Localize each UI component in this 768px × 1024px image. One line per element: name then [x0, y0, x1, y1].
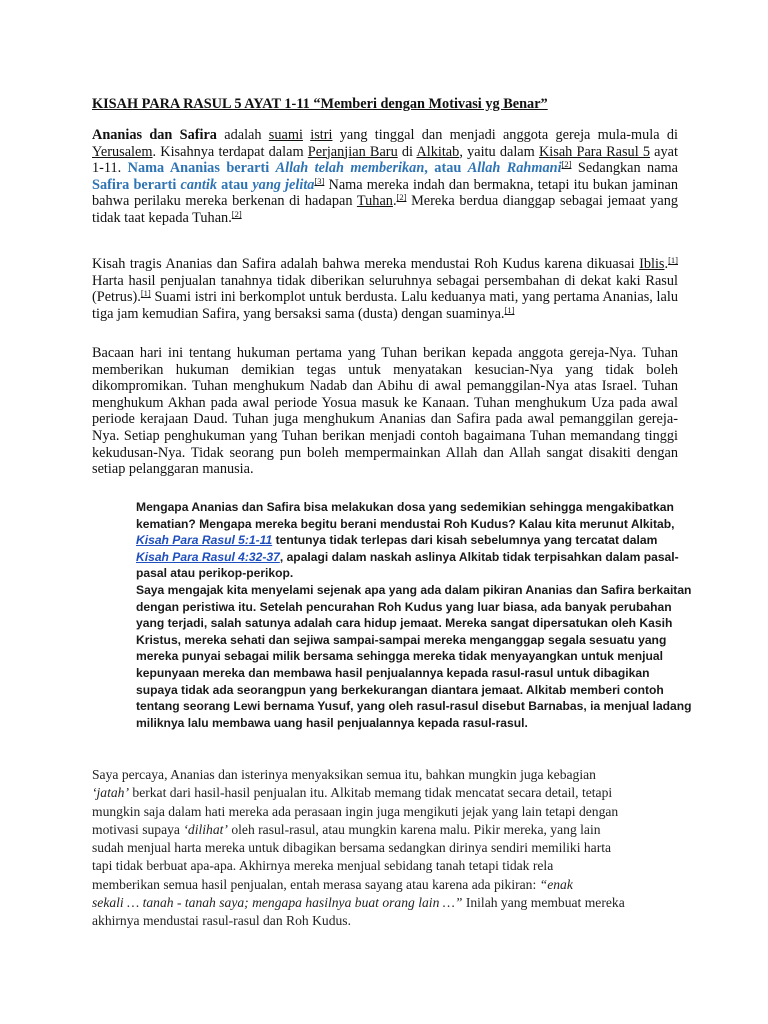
paragraph-reflection: [92, 766, 692, 931]
footnote-ref[interactable]: [2]: [231, 208, 242, 219]
quote-line: supaya tidak ada seorangpun yang berkekurangan diantara jemaat. Alkitab memberi contoh: [136, 682, 664, 697]
quote-line: pasal atau perikop-perikop.: [136, 566, 294, 581]
quote-line: [136, 532, 656, 549]
footnote-ref[interactable]: [2]: [396, 192, 407, 203]
paragraph-reading: Bacaan hari ini tentang hukuman pertama yang Tuhan berikan kepada anggota gereja-Nya. Tuhan memberikan hukuman demikian tegas untuk menyatakan kesucian-Nya yang tidak boleh dikompromikan. Tuhan menghukum Nadab dan Abihu di awal pemanggilan-Nya atas Israel. Tuhan menghukum Akhan pada awal periode Yosua masuk ke Kanaan. Tuhan menghukum Uza pada awal periode kerajaan Daud. Tuhan juga menghukum Ananias dan Safira pada awal pemanggilan gereja-Nya. Setiap penghukuman yang Tuhan berikan menjadi contoh bagaimana Tuhan memandang tinggi kekudusan-Nya. Tidak seorang pun boleh mempermainkan Allah dan Allah sangat disakiti dengan setiap pelanggaran manusia.: [92, 345, 678, 478]
link-kpr-4-32-37[interactable]: Kisah Para Rasul 4:32-37: [136, 549, 280, 564]
text: Suami istri ini berkomplot untuk berdusta. Lalu keduanya mati, yang pertama Ananias, lalu tiga jam kemudian Safira, yang bersaksi sama (dusta) dengan suaminya.: [92, 289, 678, 322]
text: sekali … tanah - tanah saya; mengapa hasilnya buat orang lain …”: [92, 895, 463, 911]
text: Nama mereka indah dan bermakna, tetapi itu bukan jaminan bahwa perilaku mereka berkenan di hadapan: [92, 176, 678, 210]
text: Sedangkan nama: [571, 160, 679, 177]
link-alkitab[interactable]: Alkitab: [416, 143, 460, 160]
link-kisah-para-rasul[interactable]: Kisah Para Rasul 5: [538, 143, 650, 160]
text-line: Saya percaya, Ananias dan isterinya menyaksikan semua itu, bahkan mungkin juga kebagian: [92, 767, 596, 782]
text: Harta hasil penjualan tanahnya tidak diberikan seluruhnya sebagai persembahan di dekat kaki Rasul (Petrus).: [92, 272, 678, 306]
text: Mereka berdua dianggap sebagai jemaat yang tidak taat kepada Tuhan.: [92, 193, 678, 226]
link-perjanjian-baru[interactable]: Perjanjian Baru: [307, 143, 398, 160]
quote-line: Kristus, mereka sehati dan sejiwa sampai-sampai mereka menganggap segala sesuatu yang: [136, 632, 667, 647]
link-yerusalem[interactable]: Yerusalem: [92, 143, 153, 160]
link-iblis[interactable]: Iblis: [639, 256, 665, 272]
link-tuhan[interactable]: Tuhan: [356, 193, 393, 210]
text: di: [397, 143, 417, 160]
document-title: KISAH PARA RASUL 5 AYAT 1-11 “Memberi dengan Motivasi yg Benar”: [92, 96, 548, 112]
text: yang jelita: [252, 176, 315, 193]
footnote-ref[interactable]: [2]: [561, 159, 572, 170]
text: adalah: [216, 127, 269, 143]
text: ‘dilihat’: [183, 821, 228, 837]
text: Allah telah memberikan: [275, 160, 425, 177]
text: Allah Rahmani: [467, 160, 562, 177]
text-line: [92, 821, 692, 839]
text-line: mungkin saja dalam hati mereka ada perasaan ingin juga mengikuti jejak yang lain tetapi dengan: [92, 803, 619, 819]
text: ‘jatah’: [92, 785, 129, 801]
quote-line: yang terjadi, salah satunya adalah cara hidup jemaat. Mereka sangat dipersatukan oleh Kasih: [136, 616, 673, 631]
text: , yaitu dalam: [459, 143, 539, 160]
text: memberikan semua hasil penjualan, entah merasa sayang atau karena ada pikiran:: [92, 876, 540, 892]
footnote-ref[interactable]: [1]: [504, 304, 515, 315]
footnote-ref[interactable]: [1]: [140, 288, 151, 299]
text-line: tapi tidak berbuat apa-apa. Akhirnya mereka menjual sebidang tanah tetapi tidak rela: [92, 858, 554, 874]
link-suami[interactable]: suami: [268, 127, 303, 143]
quote-line: Mengapa Ananias dan Safira bisa melakukan dosa yang sedemikian sehingga mengakibatkan: [136, 500, 674, 514]
text: berkat dari hasil-hasil penjualan itu. Alkitab memang tidak mencatat secara detail, tetapi: [129, 785, 613, 801]
text: , atau: [424, 160, 468, 177]
text: “enak: [539, 876, 573, 892]
text: yang tinggal dan menjadi anggota gereja mula-mula di: [332, 127, 678, 143]
quote-line: [136, 549, 679, 566]
highlight-safira: [92, 177, 314, 193]
text: ayat 1-11.: [92, 143, 678, 177]
footnote-ref[interactable]: [1]: [668, 255, 678, 265]
text-line: akhirnya mendustai rasul-rasul dan Roh Kudus.: [92, 913, 351, 929]
footnote-ref[interactable]: [3]: [314, 175, 325, 186]
text: oleh rasul-rasul, atau mungkin karena malu. Pikir mereka, yang lain: [227, 821, 601, 837]
quote-line: Saya mengajak kita menyelami sejenak apa yang ada dalam pikiran Ananias dan Safira berkaitan: [136, 582, 692, 597]
quote-line: tentang seorang Lewi bernama Yusuf, yang oleh rasul-rasul disebut Barnabas, ia menjual ladang: [136, 699, 692, 714]
quote-line: dengan peristiwa itu. Setelah pencurahan Roh Kudus yang luar biasa, ada banyak perubahan: [136, 599, 672, 614]
text: Safira berarti: [92, 176, 181, 193]
paragraph-intro: Ananias dan Safira adalah suami istri yang tinggal dan menjadi anggota gereja mula-mula di Yerusalem. Kisahnya terdapat dalam Perjanjian Baru di Alkitab, yaitu dalam Kisah Para Rasul 5 ayat 1-11. Nama Ananias berarti Allah telah memberikan, atau Allah Rahmani[2] Sedangkan nama Safira berarti cantik atau yang jelita[3] Nama mereka indah dan bermakna, tetapi itu bukan jaminan bahwa perilaku mereka berkenan di hadapan Tuhan.[2] Mereka berdua dianggap sebagai jemaat yang tidak taat kepada Tuhan.[2]: [92, 127, 679, 226]
quote-line: miliknya lalu membawa uang hasil penjualannya kepada rasul-rasul.: [136, 715, 528, 730]
text-line: [92, 784, 692, 802]
quote-line: mereka punyai sebagai milik bersama sehingga mereka tidak menyayangkan untuk menjual: [136, 649, 663, 664]
text: , apalagi dalam naskah aslinya Alkitab tidak terpisahkan dalam pasal-: [279, 549, 679, 564]
subject-names: Ananias dan Safira: [92, 127, 217, 143]
text: cantik: [180, 176, 218, 193]
text: motivasi supaya: [92, 821, 184, 837]
text: . Kisahnya terdapat dalam: [152, 143, 308, 160]
link-kpr-5-1-11[interactable]: Kisah Para Rasul 5:1-11: [136, 533, 273, 548]
quote-line: kematian? Mengapa mereka begitu berani mendustai Roh Kudus? Kalau kita merunut Alkitab,: [136, 516, 675, 531]
text: atau: [217, 176, 253, 193]
quoted-passage: [136, 499, 692, 731]
highlight-ananias: [128, 160, 562, 176]
paragraph-tragedy: Kisah tragis Ananias dan Safira adalah bahwa mereka mendustai Roh Kudus karena dikuasai Iblis.[1] Harta hasil penjualan tanahnya tidak diberikan seluruhnya sebagai persembahan di dekat kaki Rasul (Petrus).[1] Suami istri ini berkomplot untuk berdusta. Lalu keduanya mati, yang pertama Ananias, lalu tiga jam kemudian Safira, yang bersaksi sama (dusta) dengan suaminya.[1]: [92, 255, 678, 322]
text: tentunya tidak terlepas dari kisah sebelumnya yang tercatat dalam: [272, 533, 658, 548]
link-istri[interactable]: istri: [310, 127, 333, 143]
text-line: [92, 894, 692, 912]
text: Nama Ananias berarti: [127, 160, 276, 177]
text: Kisah tragis Ananias dan Safira adalah bahwa mereka mendustai Roh Kudus karena dikuasai: [92, 256, 640, 272]
text-line: sudah menjual harta mereka untuk dibagikan bersama sedangkan dirinya sendiri memiliki harta: [92, 840, 612, 856]
text-line: [92, 876, 692, 894]
quote-line: kepunyaan mereka dan membawa hasil penjualannya kepada rasul-rasul untuk dibagikan: [136, 665, 650, 680]
text: Inilah yang membuat mereka: [462, 895, 625, 911]
